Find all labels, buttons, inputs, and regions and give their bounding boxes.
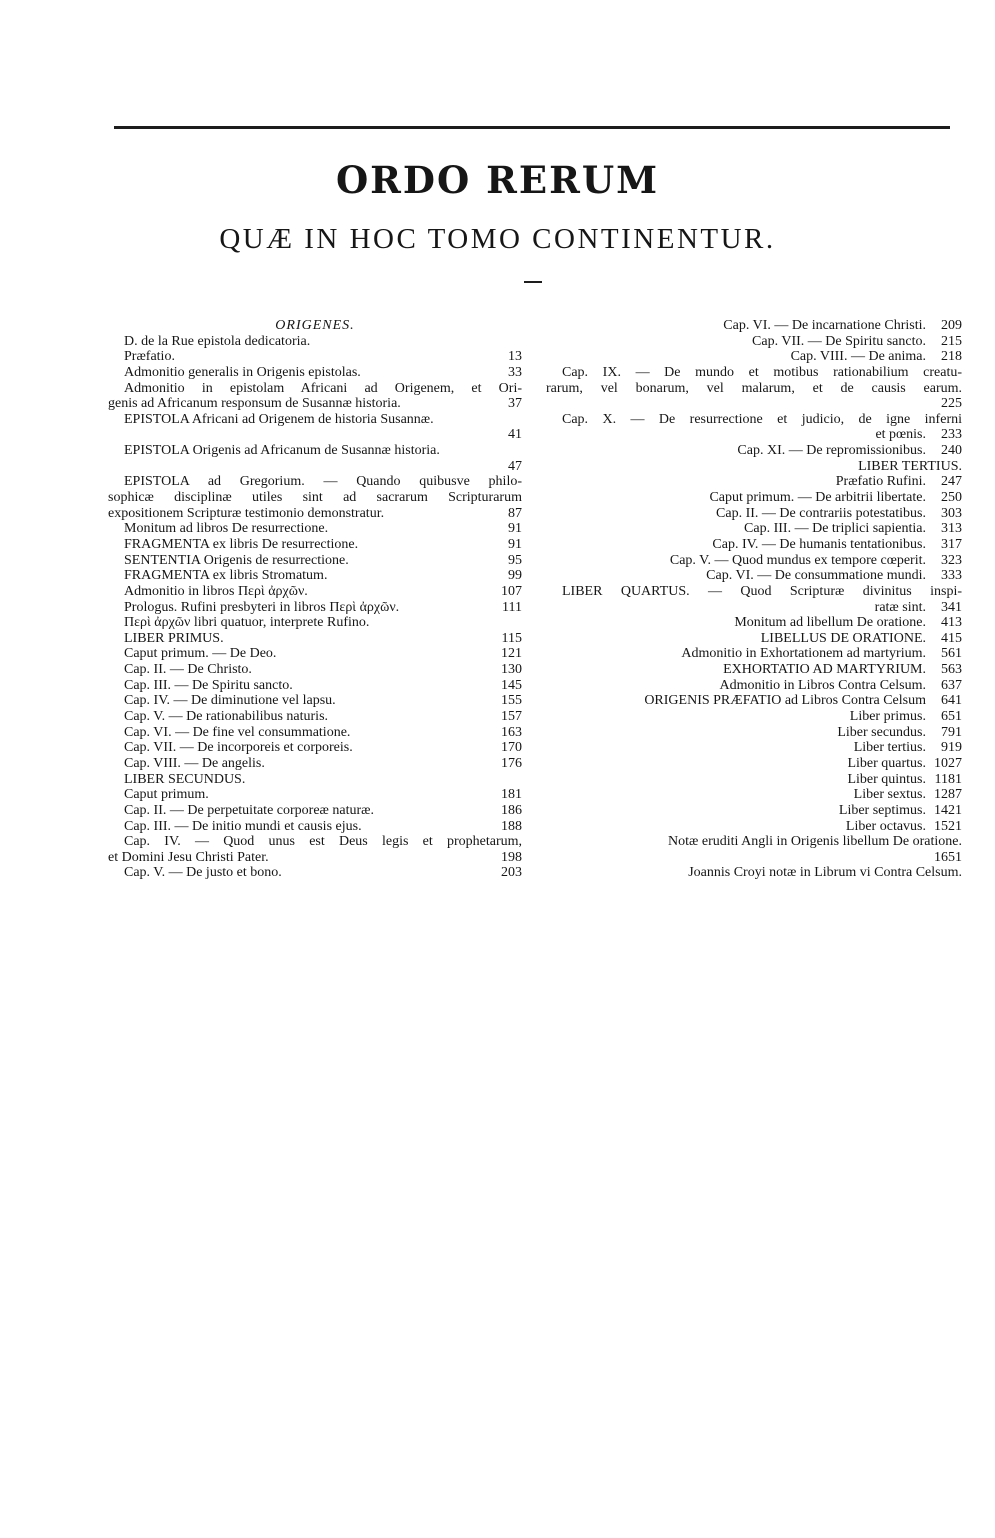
toc-entry-text: Cap. IV. — Quod unus est Deus legis et prophetarum, [124, 834, 522, 850]
toc-entry [546, 490, 962, 506]
right-column [546, 318, 962, 881]
toc-entry-text: Cap. IX. — De mundo et motibus rationabilium creatu- [562, 364, 962, 380]
toc-entry-text: et pœnis. [875, 427, 926, 443]
page-subtitle: QUÆ IN HOC TOMO CONTINENTUR. [219, 223, 776, 255]
toc-entry-text: Caput primum. — De Deo. [124, 646, 277, 662]
toc-entry [546, 615, 962, 631]
toc-entry [108, 756, 522, 772]
toc-entry-text: sophicæ disciplinæ utiles sint ad sacrarum Scripturarum [108, 490, 522, 506]
toc-entry [108, 506, 522, 522]
toc-entry [108, 412, 522, 428]
toc-entry [108, 396, 522, 412]
toc-entry [108, 318, 522, 334]
toc-entry-text: Cap. VII. — De incorporeis et corporeis. [124, 740, 353, 756]
toc-entry-text: Admonitio in epistolam Africani ad Origenem, et Ori- [124, 380, 522, 396]
toc-entry-text: Cap. II. — De Christo. [124, 662, 252, 678]
toc-entry [108, 365, 522, 381]
toc-entry-page: 130 [501, 662, 522, 678]
toc-entry [108, 787, 522, 803]
toc-entry-page: 641 [941, 693, 962, 709]
toc-entry-page: 317 [941, 536, 962, 552]
toc-entry-text: Liber quintus. [847, 771, 926, 787]
toc-entry [546, 427, 962, 443]
toc-entry [108, 334, 522, 350]
toc-entry-page: 111 [502, 599, 522, 615]
toc-entry-text: LIBELLUS DE ORATIONE. [760, 630, 926, 646]
toc-entry [108, 537, 522, 553]
toc-entry-text: rarum, vel bonarum, vel malarum, et de causis earum. [546, 380, 962, 396]
toc-entry [108, 631, 522, 647]
toc-entry-page: 157 [501, 709, 522, 725]
toc-entry-text: Caput primum. — De arbitrii libertate. [709, 490, 926, 506]
toc-entry [546, 787, 962, 803]
toc-entry [108, 568, 522, 584]
toc-entry-page: 323 [941, 552, 962, 568]
toc-entry-page: 1027 [934, 755, 962, 771]
toc-entry [108, 381, 522, 397]
toc-entry [546, 803, 962, 819]
toc-entry-page: 413 [941, 615, 962, 631]
toc-entry-text: Cap. V. — Quod mundus ex tempore cœperit. [669, 552, 926, 568]
toc-entry-text: Cap. XI. — De repromissionibus. [737, 443, 926, 459]
toc-entry-text: Admonitio in Exhortationem ad martyrium. [681, 646, 926, 662]
toc-entry-page: 37 [508, 396, 522, 412]
toc-entry-text: Liber secundus. [837, 724, 926, 740]
toc-entry-page: 1421 [934, 802, 962, 818]
toc-entry-page: 181 [501, 787, 522, 803]
page-title: ORDO RERUM [335, 158, 660, 202]
toc-entry-page: 107 [501, 583, 522, 599]
toc-entry [546, 740, 962, 756]
toc-entry-text: LIBER TERTIUS. [858, 458, 962, 474]
toc-entry-text: ORIGENIS PRÆFATIO ad Libros Contra Celsum [644, 693, 926, 709]
top-rule [114, 126, 950, 129]
toc-entry-page: 313 [941, 521, 962, 537]
toc-entry-text: Cap. VI. — De fine vel consummatione. [124, 724, 351, 740]
toc-entry-text: SENTENTIA Origenis de resurrectione. [124, 552, 349, 568]
toc-entry-page: 186 [501, 802, 522, 818]
toc-entry [108, 865, 522, 881]
toc-entry-text: genis ad Africanum responsum de Susannæ historia. [108, 396, 401, 412]
toc-entry-text: LIBER SECUNDUS. [124, 771, 246, 787]
toc-entry-page: 247 [941, 474, 962, 490]
toc-entry-page: 13 [508, 349, 522, 365]
toc-entry-text: Liber quartus. [847, 755, 926, 771]
toc-entry-text: FRAGMENTA ex libris Stromatum. [124, 568, 328, 584]
toc-entry-text: Joannis Croyi notæ in Librum vi Contra Celsum. [688, 865, 962, 881]
toc-entry-page: 1287 [934, 787, 962, 803]
toc-entry-text: Περὶ ἀρχῶν libri quatuor, interprete Rufino. [124, 615, 370, 631]
toc-entry [108, 553, 522, 569]
toc-entry [546, 474, 962, 490]
toc-entry-page: 225 [941, 396, 962, 412]
toc-entry-page: 250 [941, 490, 962, 506]
toc-entry [546, 412, 962, 428]
toc-entry-page: 1181 [934, 771, 962, 787]
toc-entry-page: 170 [501, 740, 522, 756]
toc-entry-page: 215 [941, 333, 962, 349]
toc-entry-text: EPISTOLA Origenis ad Africanum de Susannæ historia. [124, 443, 440, 459]
toc-entry-page: 209 [941, 318, 962, 333]
toc-entry [546, 850, 962, 866]
toc-entry-text: EPISTOLA Africani ad Origenem de historia Susannæ. [124, 411, 434, 427]
toc-entry-page: 233 [941, 427, 962, 443]
toc-entry [108, 521, 522, 537]
toc-entry-text: Cap. III. — De triplici sapientia. [744, 521, 926, 537]
toc-entry [546, 865, 962, 881]
toc-entry [546, 381, 962, 397]
toc-entry [108, 584, 522, 600]
toc-entry-page: 561 [941, 646, 962, 662]
toc-entry [546, 662, 962, 678]
toc-entry [108, 678, 522, 694]
toc-entry-text: EXHORTATIO AD MARTYRIUM. [723, 662, 926, 678]
toc-entry [546, 584, 962, 600]
toc-entry-page: 303 [941, 505, 962, 521]
toc-entry [546, 459, 962, 475]
toc-entry-text: ratæ sint. [874, 599, 926, 615]
toc-entry-page: 99 [508, 568, 522, 584]
toc-entry [546, 819, 962, 835]
toc-entry-text: Monitum ad libellum De oratione. [734, 615, 926, 631]
toc-entry-text: Cap. IV. — De diminutione vel lapsu. [124, 693, 336, 709]
toc-entry-text: Cap. VI. — De incarnatione Christi. [723, 318, 926, 333]
toc-entry-page: 637 [941, 677, 962, 693]
toc-entry [108, 600, 522, 616]
toc-entry [108, 772, 522, 788]
toc-entry-text: Caput primum. [124, 787, 209, 803]
toc-entry-page: 145 [501, 677, 522, 693]
toc-entry-text: et Domini Jesu Christi Pater. [108, 849, 269, 865]
toc-entry-page: 240 [941, 443, 962, 459]
toc-entry-text: Cap. II. — De contrariis potestatibus. [716, 505, 926, 521]
toc-entry [108, 490, 522, 506]
toc-entry-text: Admonitio in Libros Contra Celsum. [719, 677, 926, 693]
toc-entry [546, 631, 962, 647]
toc-entry [546, 443, 962, 459]
toc-entry-text: Liber tertius. [853, 740, 926, 756]
toc-entry-page: 163 [501, 724, 522, 740]
toc-entry-text: Liber septimus. [838, 802, 926, 818]
toc-entry-page: 341 [941, 599, 962, 615]
toc-entry-text: Cap. V. — De rationabilibus naturis. [124, 709, 329, 725]
toc-entry-text: Cap. VIII. — De anima. [790, 349, 926, 365]
toc-entry [108, 850, 522, 866]
toc-entry-page: 415 [941, 630, 962, 646]
separator-dash [524, 281, 542, 283]
toc-entry-text: Admonitio generalis in Origenis epistolas. [124, 364, 361, 380]
toc-entry-page: 47 [508, 458, 522, 474]
toc-entry [108, 803, 522, 819]
toc-entry-page: 218 [941, 349, 962, 365]
toc-entry-text: Liber sextus. [853, 787, 926, 803]
toc-entry [546, 693, 962, 709]
toc-entry-text: Cap. III. — De Spiritu sancto. [124, 677, 293, 693]
toc-entry-text: Cap. X. — De resurrectione et judicio, de igne inferni [562, 411, 962, 427]
toc-entry-page: 333 [941, 568, 962, 584]
toc-entry [108, 427, 522, 443]
toc-entry-page: 651 [941, 709, 962, 725]
toc-entry [108, 740, 522, 756]
toc-entry-text: Cap. III. — De initio mundi et causis ejus. [124, 818, 362, 834]
toc-entry [546, 678, 962, 694]
toc-entry [546, 396, 962, 412]
toc-entry [108, 474, 522, 490]
toc-entry [546, 756, 962, 772]
toc-entry [546, 521, 962, 537]
toc-entry-text: expositionem Scripturæ testimonio demonstratur. [108, 505, 385, 521]
toc-entry [546, 349, 962, 365]
toc-entry [108, 693, 522, 709]
toc-entry-page: 203 [501, 865, 522, 881]
toc-entry-page: 87 [508, 505, 522, 521]
toc-entry [546, 365, 962, 381]
toc-entry-text: Cap. II. — De perpetuitate corporeæ naturæ. [124, 802, 374, 818]
toc-entry [108, 819, 522, 835]
toc-entry-page: 791 [941, 724, 962, 740]
toc-entry-page: 198 [501, 849, 522, 865]
toc-entry-text: EPISTOLA ad Gregorium. — Quando quibusve philo- [124, 474, 522, 490]
toc-entry-page: 155 [501, 693, 522, 709]
toc-entry-text: Cap. IV. — De humanis tentationibus. [712, 536, 926, 552]
toc-entry [108, 662, 522, 678]
toc-entry [546, 553, 962, 569]
toc-entry [108, 834, 522, 850]
toc-entry [546, 772, 962, 788]
toc-entry [546, 537, 962, 553]
toc-entry-text: Admonitio in libros Περὶ ἀρχῶν. [124, 583, 308, 599]
toc-entry-text: Cap. VII. — De Spiritu sancto. [752, 333, 926, 349]
toc-entry-page: 919 [941, 740, 962, 756]
toc-entry-text: D. de la Rue epistola dedicatoria. [124, 333, 311, 349]
toc-entry-page: 91 [508, 521, 522, 537]
toc-entry [546, 318, 962, 334]
toc-entry-text: Notæ eruditi Angli in Origenis libellum De oratione. [668, 834, 962, 850]
toc-entry [546, 334, 962, 350]
toc-entry-page: 188 [501, 818, 522, 834]
toc-entry-text: ORIGENES. [275, 318, 355, 333]
toc-entry-page: 563 [941, 662, 962, 678]
toc-entry-page: 95 [508, 552, 522, 568]
toc-entry [546, 834, 962, 850]
toc-entry [108, 709, 522, 725]
toc-entry-page: 1651 [934, 849, 962, 865]
toc-entry [108, 725, 522, 741]
toc-entry [546, 646, 962, 662]
toc-entry-text: Cap. VIII. — De angelis. [124, 755, 265, 771]
toc-entry-text: Præfatio Rufini. [835, 474, 926, 490]
toc-entry-page: 41 [508, 427, 522, 443]
toc-entry-text: Monitum ad libros De resurrectione. [124, 521, 329, 537]
toc-entry-text: LIBER QUARTUS. — Quod Scripturæ divinitus inspi- [562, 583, 962, 599]
toc-entry-page: 1521 [934, 818, 962, 834]
toc-entry-page: 115 [501, 630, 522, 646]
toc-entry [546, 506, 962, 522]
toc-entry [546, 600, 962, 616]
toc-entry-page: 33 [508, 364, 522, 380]
toc-entry [546, 568, 962, 584]
left-column [108, 318, 522, 881]
toc-entry [546, 725, 962, 741]
toc-entry-page: 91 [508, 536, 522, 552]
toc-entry-text: Præfatio. [124, 349, 175, 365]
toc-entry [108, 459, 522, 475]
toc-entry-text: LIBER PRIMUS. [124, 630, 224, 646]
toc-entry-text: Cap. V. — De justo et bono. [124, 865, 282, 881]
toc-entry [546, 709, 962, 725]
toc-entry-text: Prologus. Rufini presbyteri in libros Περὶ ἀρχῶν. [124, 599, 400, 615]
toc-entry [108, 646, 522, 662]
toc-entry-text: FRAGMENTA ex libris De resurrectione. [124, 536, 359, 552]
toc-entry-page: 121 [501, 646, 522, 662]
toc-entry-text: Cap. VI. — De consummatione mundi. [706, 568, 926, 584]
toc-entry [108, 615, 522, 631]
toc-entry-text: Liber octavus. [845, 818, 926, 834]
toc-entry [108, 349, 522, 365]
toc-entry [108, 443, 522, 459]
toc-entry-page: 176 [501, 755, 522, 771]
toc-entry-text: Liber primus. [849, 709, 926, 725]
